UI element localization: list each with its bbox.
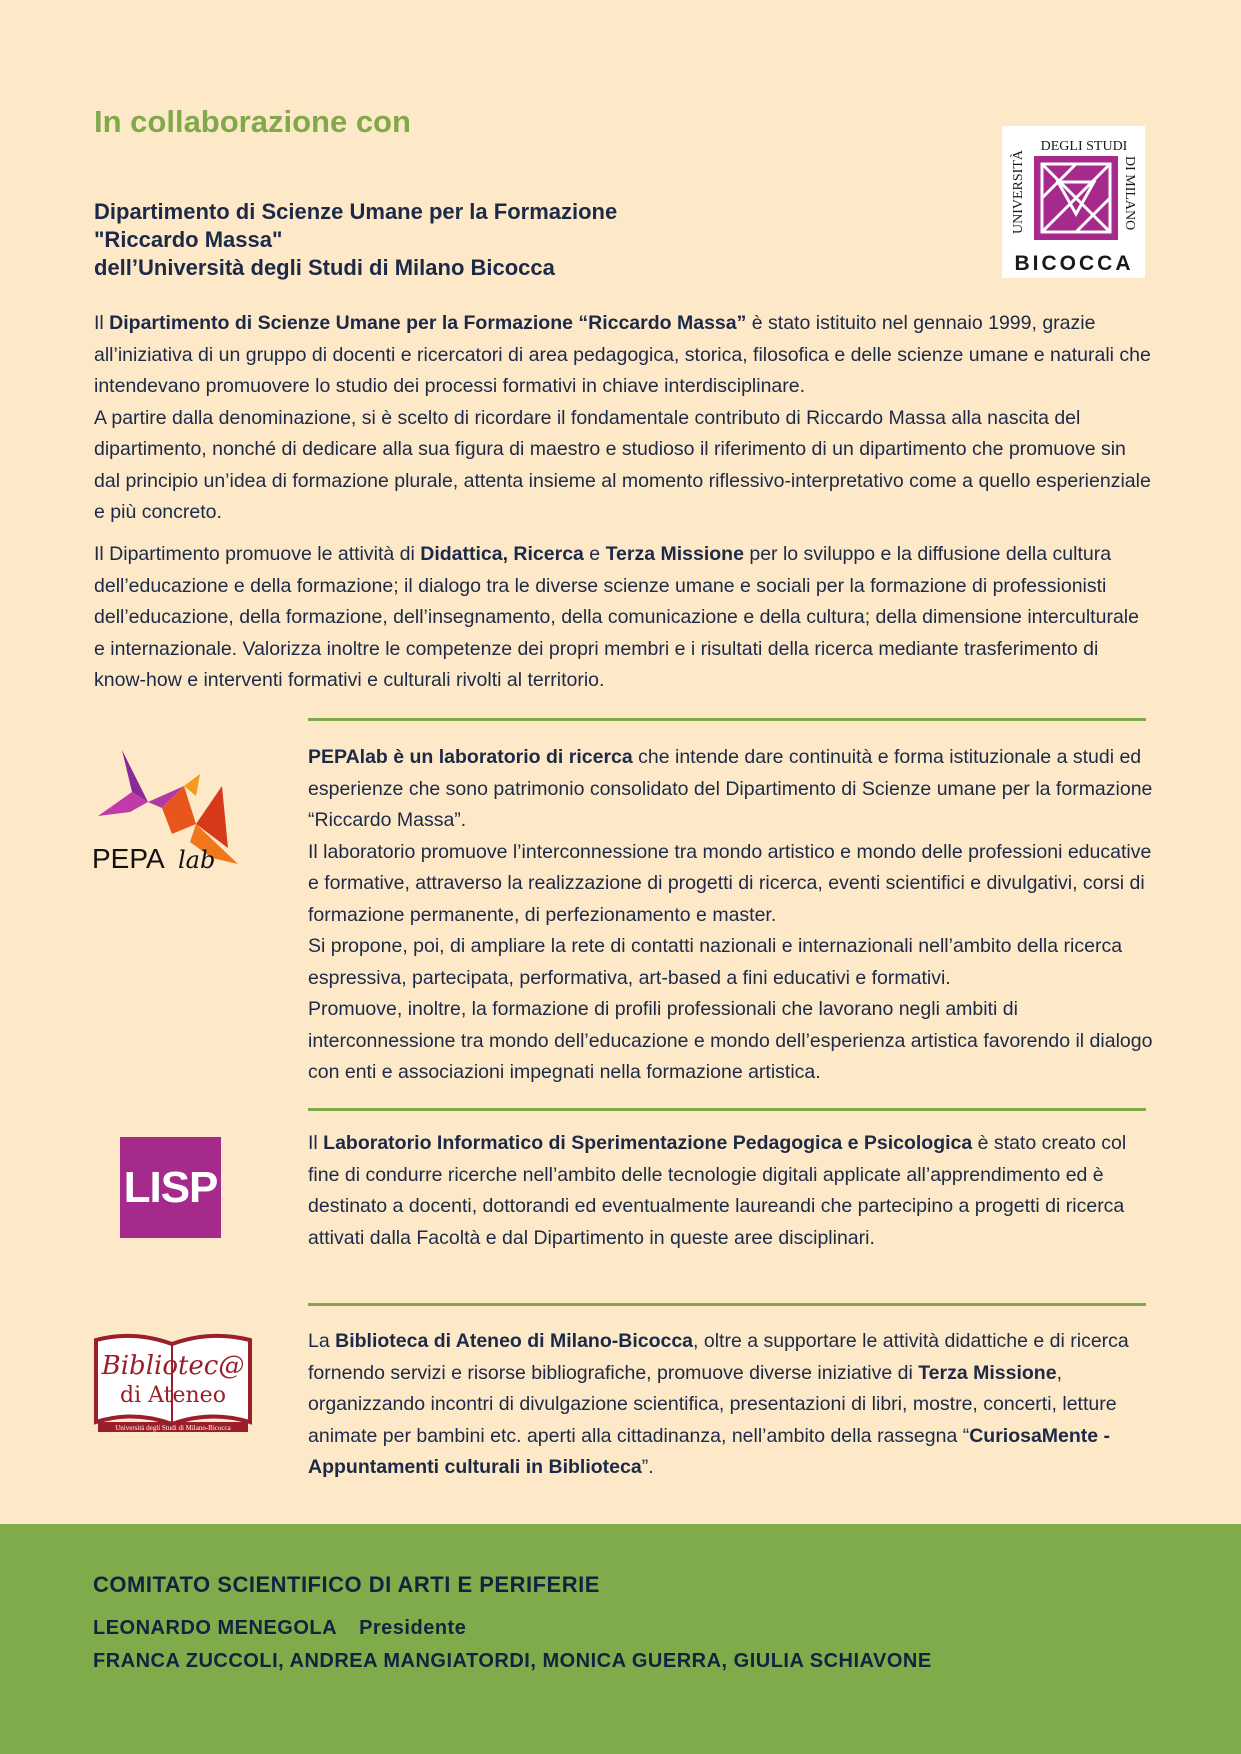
intro-p2-rest: per lo sviluppo e la diffusione della cultura dell’educazione e della formazione; il dialogo tra le diverse scienze umane e sociali per la formazione di professionisti dell’educazione, della formazione, dell’insegnamento, della comunicazione e della cultura; della dimensione interculturale e internazionale. Valorizza inoltre le competenze dei propri membri e i risultati della ricerca mediante trasferimento di know-how e interventi formativi e culturali rivolti al territorio. bbox=[94, 543, 1139, 691]
intro-p1-cont: A partire dalla denominazione, si è scelto di ricordare il fondamentale contributo di Riccardo Massa alla nascita del dipartimento, nonché di dedicare alla sua figura di maestro e studioso il riferimento di un dipartimento che promuove sin dal principio un’idea di formazione plurale, attenta insieme al momento riflessivo-interpretativo come a quello esperienziale e più concreto. bbox=[94, 406, 1151, 523]
bird-body bbox=[162, 786, 196, 834]
dept-title bbox=[94, 198, 794, 282]
dept-title-line: "Riccardo Massa" bbox=[94, 227, 283, 252]
lisp-lead: Il bbox=[308, 1132, 324, 1154]
pepalab-line: Si propone, poi, di ampliare la rete di contatti nazionali e internazionali nell’ambito della ricerca espressiva, partecipata, performativa, art-based a fini educativi e formativi. bbox=[308, 935, 1123, 989]
committee-members: FRANCA ZUCCOLI, ANDREA MANGIATORDI, MONICA GUERRA, GIULIA SCHIAVONE bbox=[93, 1650, 932, 1672]
biblioteca-logo bbox=[92, 1330, 254, 1436]
biblioteca-subtitle: Università degli Studi di Milano-Bicocca bbox=[115, 1424, 231, 1432]
dept-title-line: dell’Università degli Studi di Milano Bicocca bbox=[94, 255, 555, 280]
committee-president bbox=[93, 1617, 466, 1640]
intro-p2-bold-1: Didattica, Ricerca bbox=[420, 543, 584, 565]
pepalab-text bbox=[308, 742, 1158, 1089]
biblioteca-line-2: di Ateneo bbox=[120, 1383, 226, 1408]
lisp-rest: è stato creato col fine di condurre ricerche nell’ambito delle tecnologie digitali applicate all’apprendimento ed è destinato a docenti, dottorandi ed eventualmente laureandi che partecipino a progetti di ricerca attivati dalla Facoltà e dal Dipartimento in queste aree disciplinari. bbox=[308, 1132, 1127, 1249]
biblioteca-mid-2: , organizzando incontri di divulgazione scientifica, presentazioni di libri, mostre, concerti, letture animate per bambini etc. aperti alla cittadinanza, nell’ambito della rassegna “ bbox=[308, 1361, 1117, 1447]
biblioteca-mid-1: , oltre a supportare le attività didattiche e di ricerca fornendo servizi e risorse bibliografiche, promuove diverse iniziative di bbox=[308, 1330, 1129, 1384]
pepalab-birds-graphic bbox=[92, 746, 252, 876]
dept-title-line: Dipartimento di Scienze Umane per la Formazione bbox=[94, 199, 618, 224]
unimib-left-text: UNIVERSITÀ bbox=[1011, 150, 1026, 234]
lisp-text bbox=[308, 1128, 1158, 1254]
bird-head bbox=[184, 774, 200, 796]
president-role: Presidente bbox=[359, 1617, 467, 1639]
biblioteca-bold-2: Terza Missione bbox=[918, 1361, 1057, 1384]
intro-p2-mid: e bbox=[583, 543, 606, 565]
footer-committee bbox=[0, 1524, 1241, 1754]
pepalab-script: lab bbox=[178, 846, 216, 874]
intro-p1-lead: Il bbox=[94, 312, 110, 334]
president-name: LEONARDO MENEGOLA bbox=[93, 1617, 338, 1639]
pepalab-line: Il laboratorio promuove l’interconnessione tra mondo artistico e mondo delle professioni educative e formative, attraverso la realizzazione di progetti di ricerca, eventi scientifici e divulgativi, corsi di formazione permanente, di perfezionamento e master. bbox=[308, 840, 1152, 926]
unimib-logo-graphic bbox=[1002, 126, 1145, 278]
pepalab-rest: che intende dare continuità e forma istituzionale a studi ed esperienze che sono patrimonio consolidato del Dipartimento di Scienze umane per la formazione “Riccardo Massa”. bbox=[308, 746, 1153, 831]
intro-p1-rest: è stato istituito nel gennaio 1999, grazie all’iniziativa di un gruppo di docenti e ricercatori di area pedagogica, storica, filosofica e delle scienze umane e naturali che intendevano promuovere lo studio dei processi formativi in chiave interdisciplinare. bbox=[94, 312, 1151, 397]
biblioteca-bold-3: CuriosaMente - Appuntamenti culturali in Biblioteca bbox=[308, 1424, 1111, 1478]
unimib-right-text: DI MILANO bbox=[1122, 156, 1137, 231]
biblioteca-bold-1: Biblioteca di Ateneo di Milano-Bicocca bbox=[335, 1330, 694, 1352]
biblioteca-text bbox=[308, 1326, 1158, 1484]
pepalab-line: Promuove, inoltre, la formazione di profili professionali che lavorano negli ambiti di interconnessione tra mondo dell’educazione e mondo dell’esperienza artistica favorendo il dialogo con enti e associazioni impegnati nella formazione artistica. bbox=[308, 998, 1153, 1083]
divider bbox=[308, 1303, 1146, 1306]
divider bbox=[308, 1108, 1146, 1111]
collab-heading: In collaborazione con bbox=[94, 104, 411, 139]
unimib-logo bbox=[1002, 126, 1145, 278]
biblioteca-lead: La bbox=[308, 1330, 336, 1352]
divider bbox=[308, 718, 1146, 721]
biblioteca-line-1: Bibliotec@ bbox=[101, 1351, 245, 1381]
lisp-bold: Laboratorio Informatico di Sperimentazione Pedagogica e Psicologica bbox=[323, 1132, 973, 1154]
biblioteca-book-graphic bbox=[92, 1330, 254, 1436]
pepalab-logo bbox=[92, 746, 252, 876]
pepalab-word: PEPA bbox=[92, 843, 165, 874]
pepalab-bold: PEPAlab è un laboratorio di ricerca bbox=[308, 746, 633, 768]
biblioteca-end: ”. bbox=[641, 1456, 654, 1478]
unimib-bottom-text: BICOCCA bbox=[1014, 252, 1134, 275]
committee-title: COMITATO SCIENTIFICO DI ARTI E PERIFERIE bbox=[93, 1572, 600, 1597]
intro-paragraph-1 bbox=[94, 308, 1154, 529]
intro-p2-lead: Il Dipartimento promuove le attività di bbox=[94, 543, 421, 565]
lisp-logo: LISP bbox=[120, 1137, 221, 1238]
intro-p2-bold-2: Terza Missione bbox=[605, 543, 744, 565]
intro-paragraph-2 bbox=[94, 539, 1154, 697]
unimib-top-text: DEGLI STUDI bbox=[1040, 139, 1128, 154]
intro-p1-bold: Dipartimento di Scienze Umane per la Formazione “Riccardo Massa” bbox=[109, 312, 747, 334]
